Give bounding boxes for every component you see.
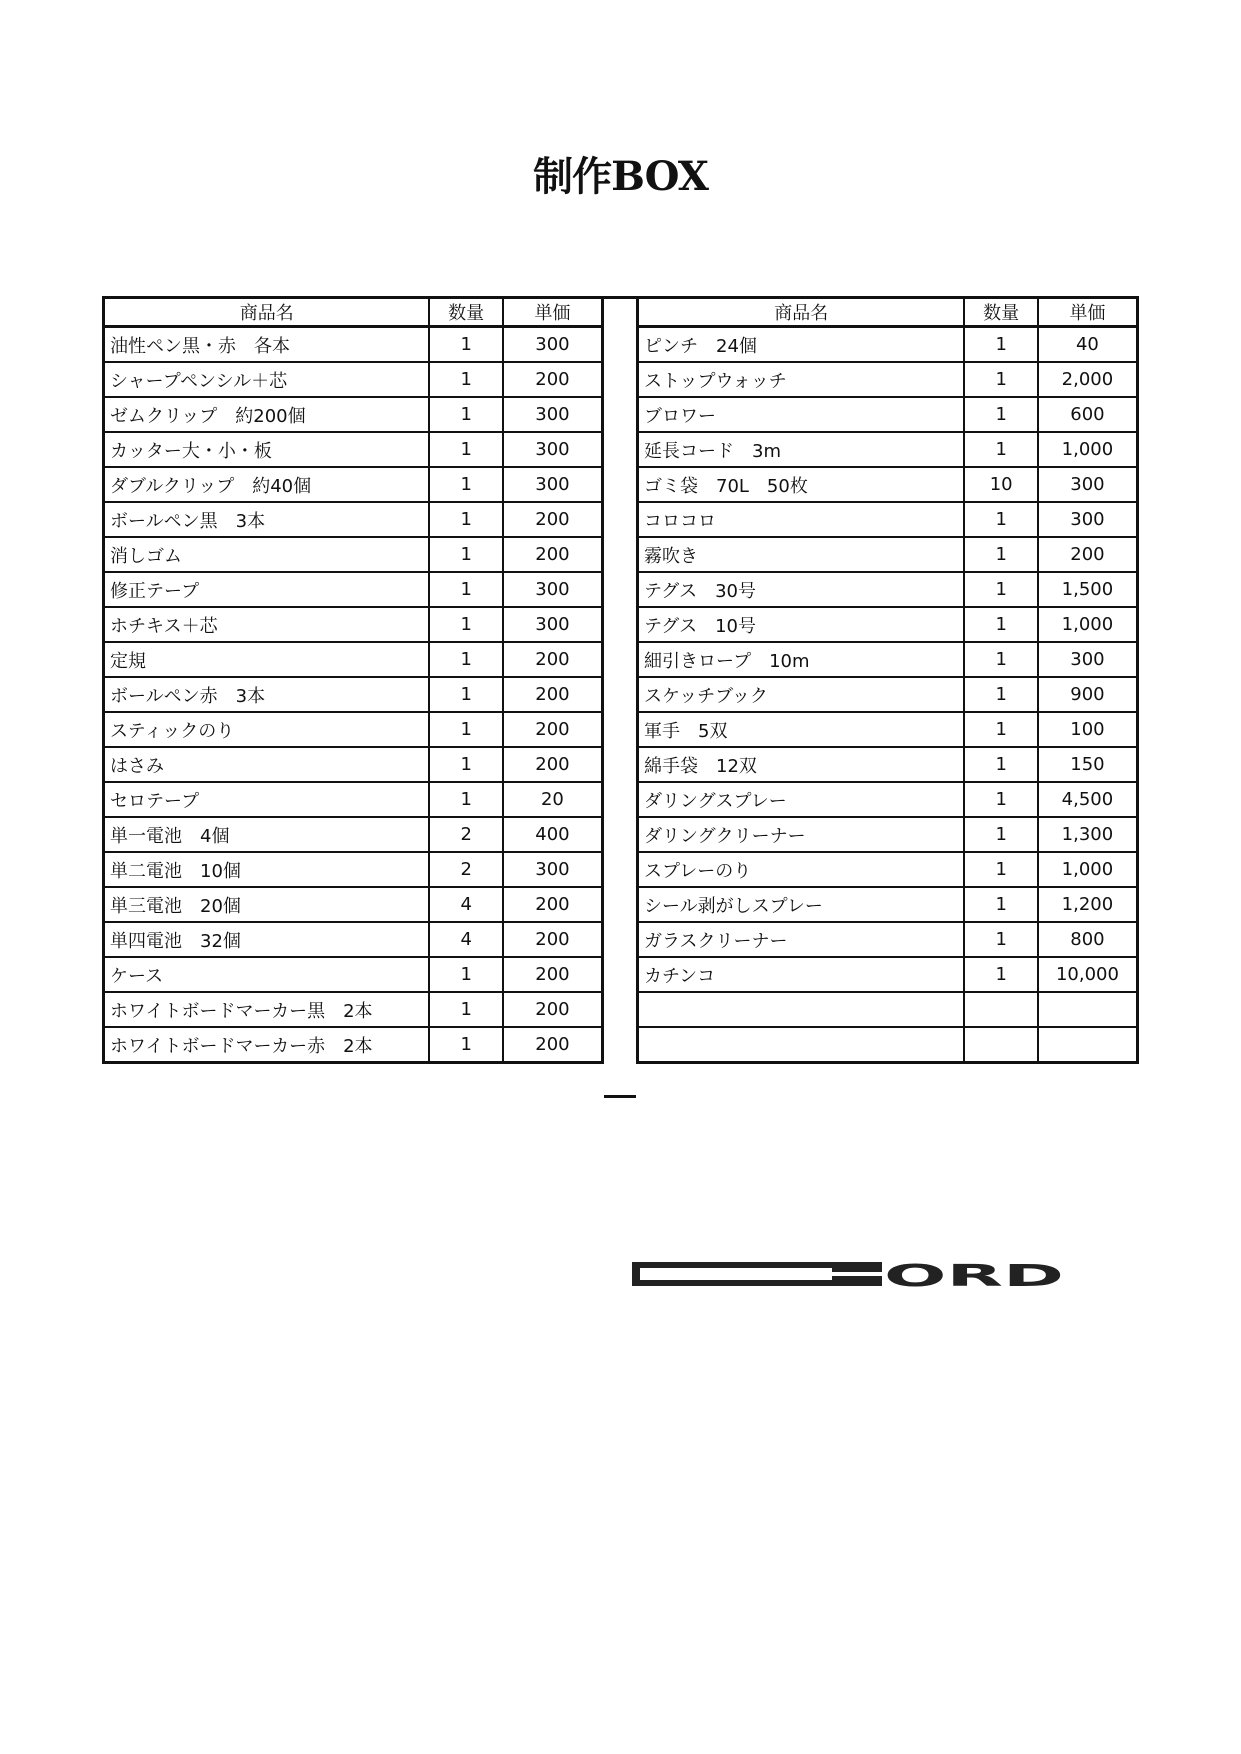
item-qty: 1 bbox=[429, 992, 502, 1027]
item-qty: 1 bbox=[964, 397, 1037, 432]
item-price bbox=[1038, 992, 1138, 1027]
item-price: 200 bbox=[503, 992, 603, 1027]
item-qty: 1 bbox=[429, 572, 502, 607]
table-row bbox=[104, 1027, 603, 1063]
item-qty: 1 bbox=[964, 747, 1037, 782]
item-name: 綿手袋 12双 bbox=[638, 747, 965, 782]
item-price: 1,500 bbox=[1038, 572, 1138, 607]
item-name: ダリングクリーナー bbox=[638, 817, 965, 852]
table-row bbox=[638, 957, 1138, 992]
item-qty: 1 bbox=[964, 572, 1037, 607]
item-price: 10,000 bbox=[1038, 957, 1138, 992]
item-price: 300 bbox=[503, 607, 603, 642]
item-qty bbox=[964, 992, 1037, 1027]
item-qty: 1 bbox=[964, 362, 1037, 397]
table-header-row bbox=[104, 298, 603, 327]
item-qty: 1 bbox=[429, 467, 502, 502]
table-row bbox=[638, 397, 1138, 432]
item-price: 300 bbox=[1038, 502, 1138, 537]
item-price: 200 bbox=[503, 957, 603, 992]
item-qty: 1 bbox=[429, 502, 502, 537]
item-qty: 10 bbox=[964, 467, 1037, 502]
item-price: 300 bbox=[503, 467, 603, 502]
item-price: 200 bbox=[503, 747, 603, 782]
table-row bbox=[638, 1027, 1138, 1063]
table-row bbox=[638, 712, 1138, 747]
table-row bbox=[638, 537, 1138, 572]
table-row bbox=[104, 502, 603, 537]
item-name: スプレーのり bbox=[638, 852, 965, 887]
table-row bbox=[638, 467, 1138, 502]
table-row bbox=[638, 432, 1138, 467]
table-row bbox=[638, 782, 1138, 817]
table-row bbox=[104, 327, 603, 363]
page-title: 制作BOX bbox=[533, 153, 708, 200]
item-price: 300 bbox=[503, 572, 603, 607]
item-qty: 1 bbox=[964, 502, 1037, 537]
item-qty: 1 bbox=[964, 887, 1037, 922]
item-price: 300 bbox=[503, 432, 603, 467]
item-price: 200 bbox=[1038, 537, 1138, 572]
item-qty: 1 bbox=[429, 747, 502, 782]
item-name: ケース bbox=[104, 957, 430, 992]
item-name: カッター大・小・板 bbox=[104, 432, 430, 467]
item-name: 定規 bbox=[104, 642, 430, 677]
item-qty: 1 bbox=[429, 1027, 502, 1063]
item-price: 1,300 bbox=[1038, 817, 1138, 852]
table-row bbox=[104, 432, 603, 467]
item-name: はさみ bbox=[104, 747, 430, 782]
table-row bbox=[104, 677, 603, 712]
table-header-row bbox=[638, 298, 1138, 327]
item-name: ダリングスプレー bbox=[638, 782, 965, 817]
item-price: 300 bbox=[1038, 467, 1138, 502]
table-row bbox=[638, 502, 1138, 537]
item-name: ボールペン赤 3本 bbox=[104, 677, 430, 712]
item-name: 霧吹き bbox=[638, 537, 965, 572]
item-price: 200 bbox=[503, 922, 603, 957]
item-name: スティックのり bbox=[104, 712, 430, 747]
item-qty: 1 bbox=[964, 852, 1037, 887]
item-price: 900 bbox=[1038, 677, 1138, 712]
item-price: 4,500 bbox=[1038, 782, 1138, 817]
item-price: 2,000 bbox=[1038, 362, 1138, 397]
item-price bbox=[1038, 1027, 1138, 1063]
item-price: 300 bbox=[503, 327, 603, 363]
item-price: 200 bbox=[503, 887, 603, 922]
table-row bbox=[638, 992, 1138, 1027]
item-qty: 1 bbox=[964, 922, 1037, 957]
table-row bbox=[104, 922, 603, 957]
item-name: ゴミ袋 70L 50枚 bbox=[638, 467, 965, 502]
item-qty: 1 bbox=[429, 432, 502, 467]
item-qty: 4 bbox=[429, 887, 502, 922]
item-name: 延長コード 3m bbox=[638, 432, 965, 467]
item-qty: 1 bbox=[964, 327, 1037, 363]
item-name: シャープペンシル＋芯 bbox=[104, 362, 430, 397]
item-qty: 1 bbox=[429, 327, 502, 363]
item-price: 20 bbox=[503, 782, 603, 817]
item-price: 1,200 bbox=[1038, 887, 1138, 922]
header-name: 商品名 bbox=[104, 298, 430, 327]
item-price: 100 bbox=[1038, 712, 1138, 747]
item-name: 細引きロープ 10m bbox=[638, 642, 965, 677]
item-qty: 1 bbox=[429, 607, 502, 642]
item-price: 300 bbox=[503, 852, 603, 887]
item-qty bbox=[964, 1027, 1037, 1063]
table-row bbox=[638, 642, 1138, 677]
item-price: 1,000 bbox=[1038, 432, 1138, 467]
item-price: 200 bbox=[503, 642, 603, 677]
item-name: ボールペン黒 3本 bbox=[104, 502, 430, 537]
item-name: 修正テープ bbox=[104, 572, 430, 607]
logo-text: ORD bbox=[884, 1262, 1064, 1292]
item-name: セロテープ bbox=[104, 782, 430, 817]
item-price: 150 bbox=[1038, 747, 1138, 782]
item-price: 40 bbox=[1038, 327, 1138, 363]
table-row bbox=[638, 747, 1138, 782]
items-table-left bbox=[102, 296, 604, 1064]
header-price: 単価 bbox=[1038, 298, 1138, 327]
item-name: テグス 30号 bbox=[638, 572, 965, 607]
item-price: 1,000 bbox=[1038, 852, 1138, 887]
item-price: 200 bbox=[503, 502, 603, 537]
items-table-right bbox=[636, 296, 1139, 1064]
item-name: 軍手 5双 bbox=[638, 712, 965, 747]
table-row bbox=[104, 852, 603, 887]
table-row bbox=[638, 362, 1138, 397]
item-qty: 1 bbox=[964, 607, 1037, 642]
item-name bbox=[638, 992, 965, 1027]
item-price: 200 bbox=[503, 362, 603, 397]
item-price: 200 bbox=[503, 712, 603, 747]
item-qty: 1 bbox=[964, 432, 1037, 467]
item-price: 1,000 bbox=[1038, 607, 1138, 642]
table-row bbox=[638, 852, 1138, 887]
table-row bbox=[638, 817, 1138, 852]
item-name: ホワイトボードマーカー赤 2本 bbox=[104, 1027, 430, 1063]
item-name: ホチキス＋芯 bbox=[104, 607, 430, 642]
item-name: テグス 10号 bbox=[638, 607, 965, 642]
item-qty: 1 bbox=[429, 537, 502, 572]
item-name: 消しゴム bbox=[104, 537, 430, 572]
table-row bbox=[104, 992, 603, 1027]
item-name: 油性ペン黒・赤 各本 bbox=[104, 327, 430, 363]
item-qty: 1 bbox=[429, 957, 502, 992]
item-qty: 1 bbox=[429, 362, 502, 397]
table-row bbox=[638, 607, 1138, 642]
table-divider bbox=[604, 296, 636, 1098]
item-name: カチンコ bbox=[638, 957, 965, 992]
table-row bbox=[104, 397, 603, 432]
item-name: ゼムクリップ 約200個 bbox=[104, 397, 430, 432]
item-name: 単二電池 10個 bbox=[104, 852, 430, 887]
item-qty: 2 bbox=[429, 817, 502, 852]
item-name: スケッチブック bbox=[638, 677, 965, 712]
table-row bbox=[104, 957, 603, 992]
table-row bbox=[104, 467, 603, 502]
item-qty: 1 bbox=[429, 782, 502, 817]
item-name: ダブルクリップ 約40個 bbox=[104, 467, 430, 502]
item-qty: 1 bbox=[429, 677, 502, 712]
item-price: 800 bbox=[1038, 922, 1138, 957]
item-name: ピンチ 24個 bbox=[638, 327, 965, 363]
table-row bbox=[638, 887, 1138, 922]
item-qty: 1 bbox=[964, 782, 1037, 817]
item-qty: 1 bbox=[964, 677, 1037, 712]
item-name: ホワイトボードマーカー黒 2本 bbox=[104, 992, 430, 1027]
item-price: 600 bbox=[1038, 397, 1138, 432]
item-name: 単四電池 32個 bbox=[104, 922, 430, 957]
table-row bbox=[638, 922, 1138, 957]
item-qty: 1 bbox=[429, 712, 502, 747]
item-price: 200 bbox=[503, 677, 603, 712]
item-name bbox=[638, 1027, 965, 1063]
item-price: 200 bbox=[503, 1027, 603, 1063]
item-name: ストップウォッチ bbox=[638, 362, 965, 397]
table-row bbox=[638, 327, 1138, 363]
item-qty: 1 bbox=[964, 712, 1037, 747]
header-price: 単価 bbox=[503, 298, 603, 327]
item-qty: 1 bbox=[429, 397, 502, 432]
item-name: 単三電池 20個 bbox=[104, 887, 430, 922]
table-row bbox=[638, 572, 1138, 607]
table-row bbox=[104, 817, 603, 852]
table-row bbox=[638, 677, 1138, 712]
table-row bbox=[104, 607, 603, 642]
item-price: 300 bbox=[503, 397, 603, 432]
header-qty: 数量 bbox=[429, 298, 502, 327]
item-qty: 4 bbox=[429, 922, 502, 957]
item-price: 300 bbox=[1038, 642, 1138, 677]
table-row bbox=[104, 887, 603, 922]
item-name: 単一電池 4個 bbox=[104, 817, 430, 852]
item-name: ガラスクリーナー bbox=[638, 922, 965, 957]
company-logo bbox=[632, 1262, 1082, 1296]
item-name: コロコロ bbox=[638, 502, 965, 537]
table-row bbox=[104, 362, 603, 397]
item-qty: 1 bbox=[964, 642, 1037, 677]
item-qty: 2 bbox=[429, 852, 502, 887]
table-row bbox=[104, 747, 603, 782]
item-qty: 1 bbox=[429, 642, 502, 677]
item-qty: 1 bbox=[964, 957, 1037, 992]
table-row bbox=[104, 712, 603, 747]
header-qty: 数量 bbox=[964, 298, 1037, 327]
item-price: 200 bbox=[503, 537, 603, 572]
table-row bbox=[104, 642, 603, 677]
item-qty: 1 bbox=[964, 817, 1037, 852]
header-name: 商品名 bbox=[638, 298, 965, 327]
item-qty: 1 bbox=[964, 537, 1037, 572]
table-row bbox=[104, 572, 603, 607]
item-name: シール剥がしスプレー bbox=[638, 887, 965, 922]
table-row bbox=[104, 782, 603, 817]
item-price: 400 bbox=[503, 817, 603, 852]
table-row bbox=[104, 537, 603, 572]
item-name: ブロワー bbox=[638, 397, 965, 432]
